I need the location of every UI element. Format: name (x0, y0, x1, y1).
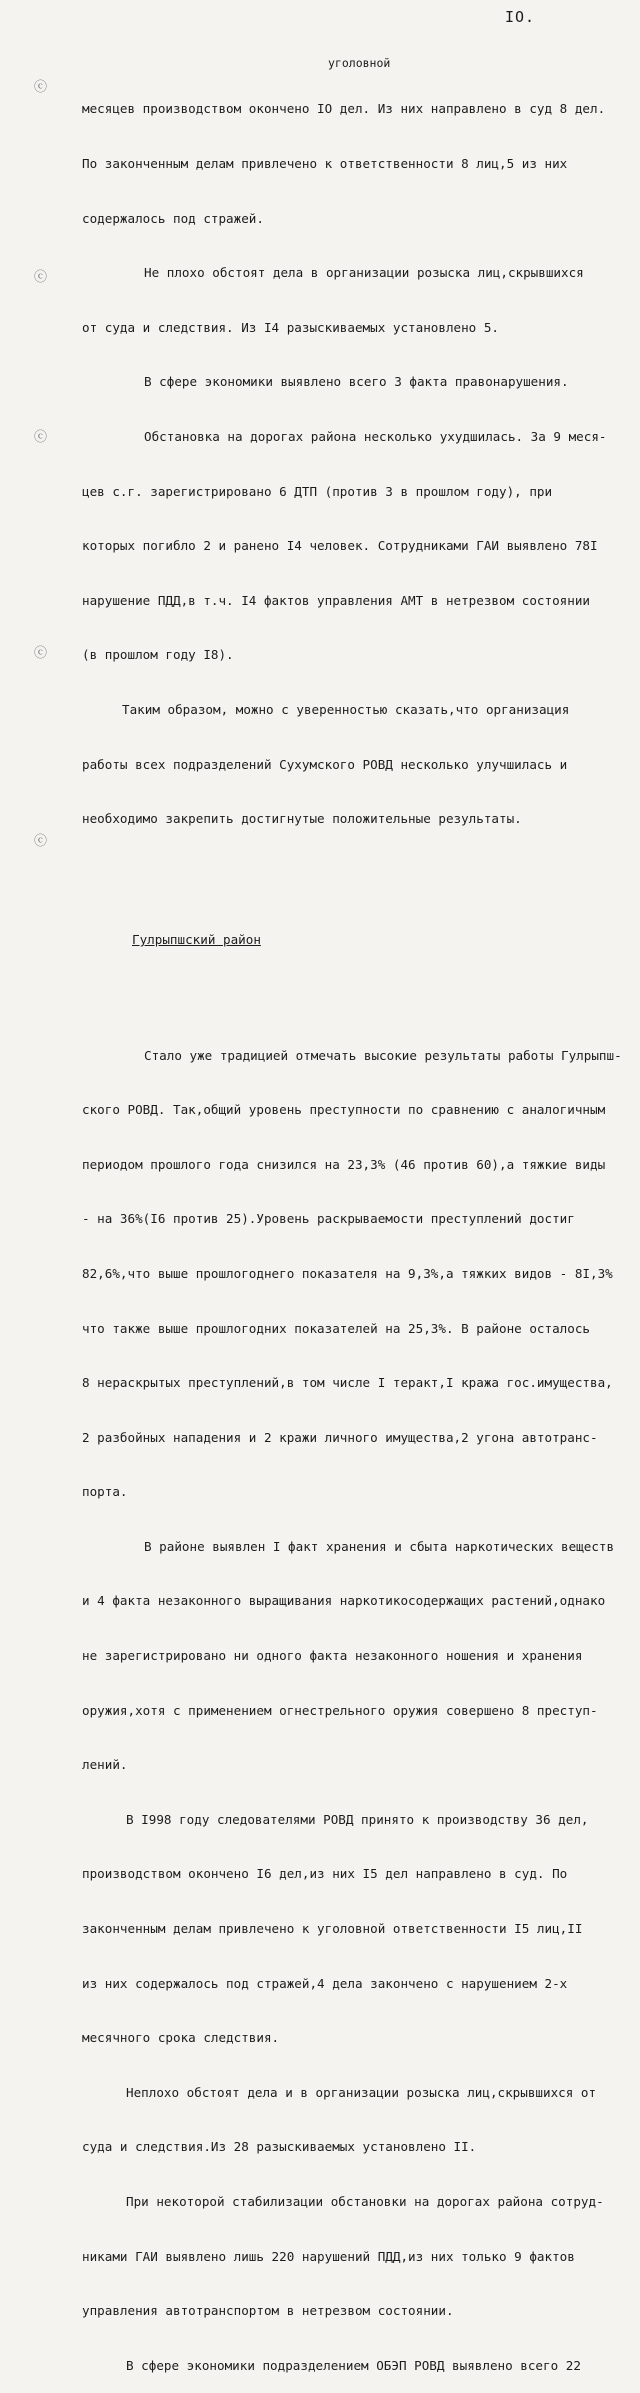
text-line: содержалось под стражей. (82, 210, 264, 226)
text-line: Не плохо обстоят дела в организации розыска лиц,скрывшихся (144, 265, 584, 281)
text-line: работы всех подразделений Сухумского РОВД несколько улучшилась и (82, 756, 568, 772)
text-line: порта. (82, 1484, 128, 1500)
page-number: IO. (505, 8, 536, 26)
text-line: В районе выявлен I факт хранения и сбыта наркотических веществ (144, 1538, 615, 1554)
punch-hole-mark: ⓒ (34, 80, 48, 95)
text-line: которых погибло 2 и ранено I4 человек. Сотрудниками ГАИ выявлено 78I (82, 538, 598, 554)
text-line: из них содержалось под стражей,4 дела закончено с нарушением 2-х (82, 1975, 568, 1991)
text-line: от суда и следствия. Из I4 разыскиваемых установлено 5. (82, 319, 500, 335)
text-line: что также выше прошлогодних показателей на 25,3%. В районе осталось (82, 1320, 590, 1336)
text-line: законченным делам привлечено к уголовной ответственности I5 лиц,II (82, 1921, 583, 1937)
text-line: производством окончено I6 дел,из них I5 дел направлено в суд. По (82, 1866, 568, 1882)
text-line: Обстановка на дорогах района несколько ухудшилась. За 9 меся- (144, 428, 607, 444)
text-line: оружия,хотя с применением огнестрельного оружия совершено 8 преступ- (82, 1702, 598, 1718)
punch-hole-mark: ⓒ (34, 430, 48, 445)
text-line: управления автотранспортом в нетрезвом состоянии. (82, 2303, 454, 2319)
text-line: В сфере экономики выявлено всего 3 факта правонарушения. (144, 374, 569, 390)
text-line: месяцев производством окончено IO дел. Из них направлено в суд 8 дел. (82, 101, 606, 117)
section-heading: Гулрыпшский район (132, 932, 261, 948)
text-line: и 4 факта незаконного выращивания наркотикосодержащих растений,однако (82, 1593, 606, 1609)
text-line: Неплохо обстоят дела и в организации розыска лиц,скрывшихся от (126, 2084, 597, 2100)
text-line: 8 нераскрытых преступлений,в том числе I теракт,I кража гос.имущества, (82, 1375, 613, 1391)
text-line: лений. (82, 1757, 128, 1773)
text-line: По законченным делам привлечено к ответственности 8 лиц,5 из них (82, 156, 568, 171)
text-line: никами ГАИ выявлено лишь 220 нарушений ПДД,из них только 9 фактов (82, 2248, 575, 2264)
text-line: (в прошлом году I8). (82, 647, 234, 663)
text-line: ского РОВД. Так,общий уровень преступности по сравнению с аналогичным (82, 1102, 606, 1118)
text-line: нарушение ПДД,в т.ч. I4 фактов управления АМТ в нетрезвом состоянии (82, 592, 590, 608)
text-line: В сфере экономики подразделением ОБЭП РОВД выявлено всего 22 (126, 2357, 581, 2373)
text-line: Стало уже традицией отмечать высокие результаты работы Гулрыпш- (144, 1047, 622, 1063)
text-line: не зарегистрировано ни одного факта незаконного ношения и хранения (82, 1648, 583, 1664)
text-line: суда и следствия.Из 28 разыскиваемых установлено II. (82, 2139, 477, 2155)
punch-hole-mark: ⓒ (34, 270, 48, 285)
punch-hole-mark: ⓒ (34, 834, 48, 849)
text-line: цев с.г. зарегистрировано 6 ДТП (против 3 в прошлом году), при (82, 483, 553, 499)
text-line: 2 разбойных нападения и 2 кражи личного имущества,2 угона автотранс- (82, 1429, 598, 1445)
text-line: - на 36%(I6 против 25).Уровень раскрываемости преступлений достиг (82, 1211, 575, 1227)
typed-insertion: уголовной (328, 56, 391, 70)
text-line: Таким образом, можно с уверенностью сказать,что организация (122, 701, 570, 717)
text-line: месячного срока следствия. (82, 2030, 280, 2046)
text-line: При некоторой стабилизации обстановки на дорогах района сотруд- (126, 2194, 604, 2209)
text-line: необходимо закрепить достигнутые положительные результаты. (82, 811, 522, 827)
document-body (82, 64, 630, 2393)
text-line: периодом прошлого года снизился на 23,3% (46 против 60),а тяжкие виды (82, 1156, 606, 1172)
text-line: В I998 году следователями РОВД принято к производству 36 дел, (126, 1811, 589, 1827)
punch-hole-mark: ⓒ (34, 646, 48, 661)
text-line: 82,6%,что выше прошлогоднего показателя на 9,3%,а тяжких видов - 8I,3% (82, 1265, 613, 1281)
